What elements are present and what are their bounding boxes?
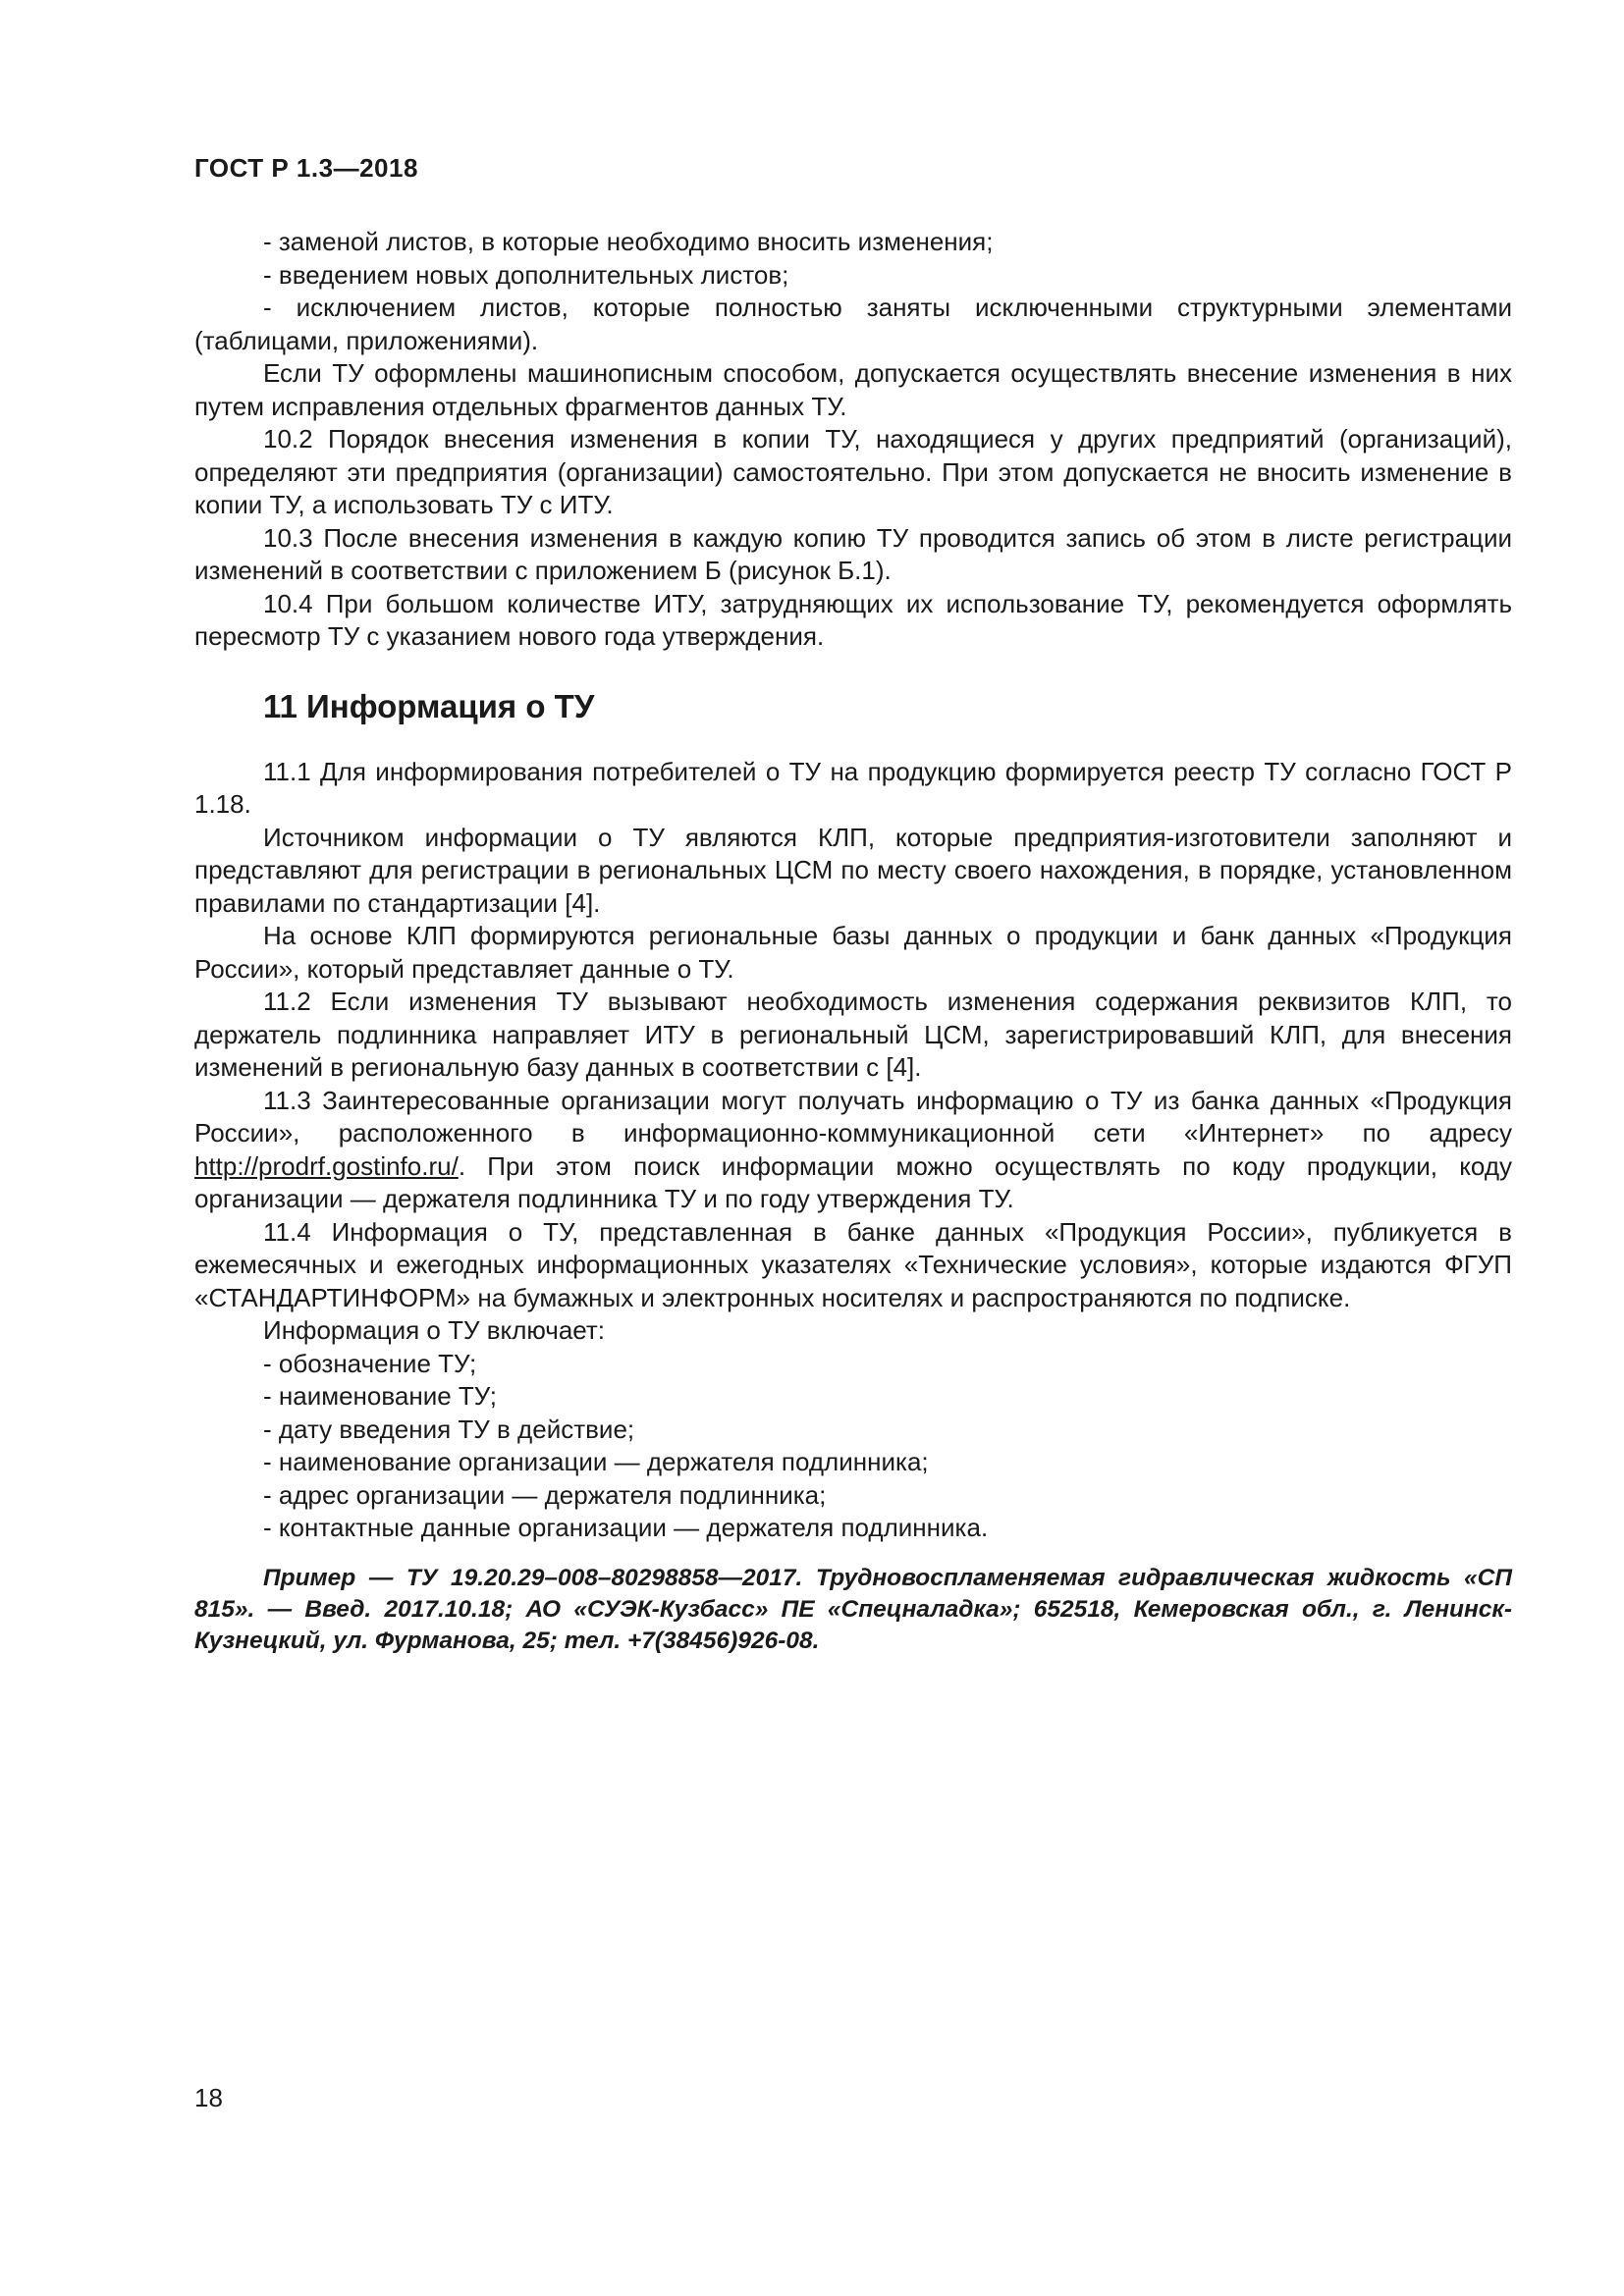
paragraph-11-3-text-before: 11.3 Заинтересованные организации могут получать информацию о ТУ из банка данных «Продукция России», расположенного в информационно-коммуникационной сети «Интернет» по адресу: [194, 1085, 1512, 1148]
list-item: - наименование организации — держателя подлинника;: [263, 1447, 929, 1476]
paragraph-11-2: 11.2 Если изменения ТУ вызывают необходимость изменения содержания реквизитов КЛП, то держатель подлинника направляет ИТУ в региональный ЦСМ, зарегистрировавший КЛП, для внесения изменений в региональную базу данных в соответствии с [4].: [194, 987, 1512, 1082]
paragraph-includes: Информация о ТУ включает:: [263, 1315, 606, 1345]
page-content: [194, 226, 1512, 1657]
page-number: 18: [194, 2083, 223, 2112]
prodrf-link[interactable]: http://prodrf.gostinfo.ru/: [194, 1150, 459, 1181]
list-item: - дату введения ТУ в действие;: [263, 1414, 635, 1444]
paragraph-basis: На основе КЛП формируются региональные базы данных о продукции и банк данных «Продукция России», который представляет данные о ТУ.: [194, 921, 1512, 984]
paragraph-11-1: 11.1 Для информирования потребителей о ТУ на продукцию формируется реестр ТУ согласно ГОСТ Р 1.18.: [194, 756, 1512, 819]
list-item: - обозначение ТУ;: [263, 1348, 477, 1378]
paragraph-10-2: 10.2 Порядок внесения изменения в копии ТУ, находящиеся у других предприятий (организаций), определяют эти предприятия (организации) самостоятельно. При этом допускается не вносить изменение в копии ТУ, а использовать ТУ с ИТУ.: [194, 424, 1512, 519]
list-item: - заменой листов, в которые необходимо вносить изменения;: [263, 227, 994, 256]
section-11-heading: 11 Информация о ТУ: [263, 687, 595, 724]
list-item: - наименование ТУ;: [263, 1381, 497, 1411]
paragraph-10-3: 10.3 После внесения изменения в каждую копию ТУ проводится запись об этом в листе регистрации изменений в соответствии с приложением Б (рисунок Б.1).: [194, 522, 1512, 585]
paragraph-11-3-text-after: . При этом поиск информации можно осуществлять по коду продукции, коду организации — держателя подлинника ТУ и по году утверждения ТУ.: [194, 1150, 1512, 1213]
paragraph-sources: Источником информации о ТУ являются КЛП, которые предприятия-изготовители заполняют и представляют для регистрации в региональных ЦСМ по месту своего нахождения, в порядке, установленном правилами по стандартизации [4].: [194, 822, 1512, 918]
document-header: ГОСТ Р 1.3—2018: [194, 153, 418, 183]
list-item: - введением новых дополнительных листов;: [263, 259, 789, 290]
list-item: - адрес организации — держателя подлинника;: [263, 1479, 827, 1510]
paragraph-11-3: [194, 1085, 1512, 1216]
list-item: - исключением листов, которые полностью заняты исключенными структурными элементами (таблицами, приложениями).: [194, 293, 1512, 355]
paragraph-typewritten: Если ТУ оформлены машинописным способом, допускается осуществлять внесение изменения в них путем исправления отдельных фрагментов данных ТУ.: [194, 358, 1512, 421]
example-note: Пример — ТУ 19.20.29–008–80298858—2017. Трудновоспламеняемая гидравлическая жидкость «СП 815». — Введ. 2017.10.18; АО «СУЭК-Кузбасс» ПЕ «Спецналадка»; 652518, Кемеровская обл., г. Ленинск-Кузнецкий, ул. Фурманова, 25; тел. +7(38456)926-08.: [194, 1564, 1512, 1654]
paragraph-11-4: 11.4 Информация о ТУ, представленная в банке данных «Продукция России», публикуется в ежемесячных и ежегодных информационных указателях «Технические условия», которые издаются ФГУП «СТАНДАРТИНФОРМ» на бумажных и электронных носителях и распространяются по подписке.: [194, 1216, 1512, 1312]
paragraph-10-4: 10.4 При большом количестве ИТУ, затрудняющих их использование ТУ, рекомендуется оформлять пересмотр ТУ с указанием нового года утверждения.: [194, 588, 1512, 651]
list-item: - контактные данные организации — держателя подлинника.: [263, 1513, 989, 1542]
